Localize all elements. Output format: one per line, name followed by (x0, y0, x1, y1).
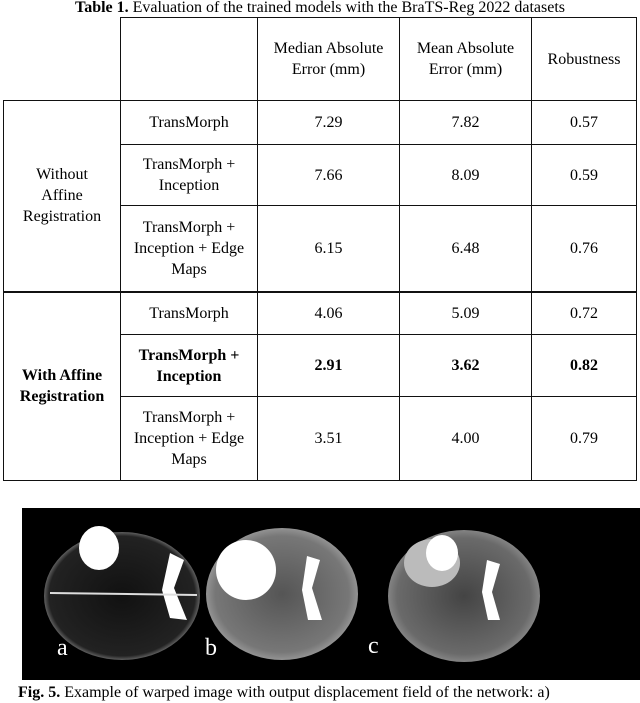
median-cell: 2.91 (258, 335, 400, 397)
header-row (4, 18, 637, 101)
mean-cell: 8.09 (400, 145, 532, 206)
model-cell: TransMorph + Inception + Edge Maps (121, 206, 258, 292)
table-label: Table 1. (75, 0, 129, 16)
mean-cell: 4.00 (400, 397, 532, 481)
header-cell (121, 18, 258, 101)
median-cell: 3.51 (258, 397, 400, 481)
brain-images (22, 508, 640, 680)
brain-image-b (206, 528, 358, 660)
group-label: Without Affine Registration (4, 101, 121, 292)
figure-label: Fig. 5. (18, 684, 61, 701)
table-row (4, 101, 637, 145)
median-cell: 4.06 (258, 292, 400, 335)
model-cell: TransMorph + Inception + Edge Maps (121, 397, 258, 481)
mean-cell: 7.82 (400, 101, 532, 145)
robustness-cell: 0.72 (532, 292, 637, 335)
median-cell: 6.15 (258, 206, 400, 292)
median-cell: 7.29 (258, 101, 400, 145)
robustness-cell: 0.59 (532, 145, 637, 206)
mean-cell: 5.09 (400, 292, 532, 335)
model-cell: TransMorph (121, 101, 258, 145)
robustness-cell: 0.79 (532, 397, 637, 481)
results-table (3, 17, 637, 481)
panel-label-b: b (205, 635, 217, 661)
table-row (4, 292, 637, 335)
model-cell: TransMorph (121, 292, 258, 335)
robustness-cell: 0.76 (532, 206, 637, 292)
figure-caption (18, 684, 640, 702)
robustness-cell: 0.57 (532, 101, 637, 145)
median-cell: 7.66 (258, 145, 400, 206)
robustness-cell: 0.82 (532, 335, 637, 397)
header-mean: Mean Absolute Error (mm) (400, 18, 532, 101)
mean-cell: 6.48 (400, 206, 532, 292)
brain-mri-figure (22, 508, 640, 680)
figure-caption-text: Example of warped image with output displacement field of the network: a) (60, 684, 550, 701)
table-caption-text: Evaluation of the trained models with the BraTS-Reg 2022 datasets (128, 0, 565, 16)
empty-corner (4, 18, 121, 101)
brain-image-c (388, 530, 540, 662)
panel-label-c: c (368, 633, 379, 659)
group-label: With Affine Registration (4, 292, 121, 481)
mean-cell: 3.62 (400, 335, 532, 397)
table-caption (0, 0, 640, 17)
panel-label-a: a (57, 635, 68, 661)
model-cell: TransMorph + Inception (121, 335, 258, 397)
header-robustness: Robustness (532, 18, 637, 101)
model-cell: TransMorph + Inception (121, 145, 258, 206)
header-median: Median Absolute Error (mm) (258, 18, 400, 101)
